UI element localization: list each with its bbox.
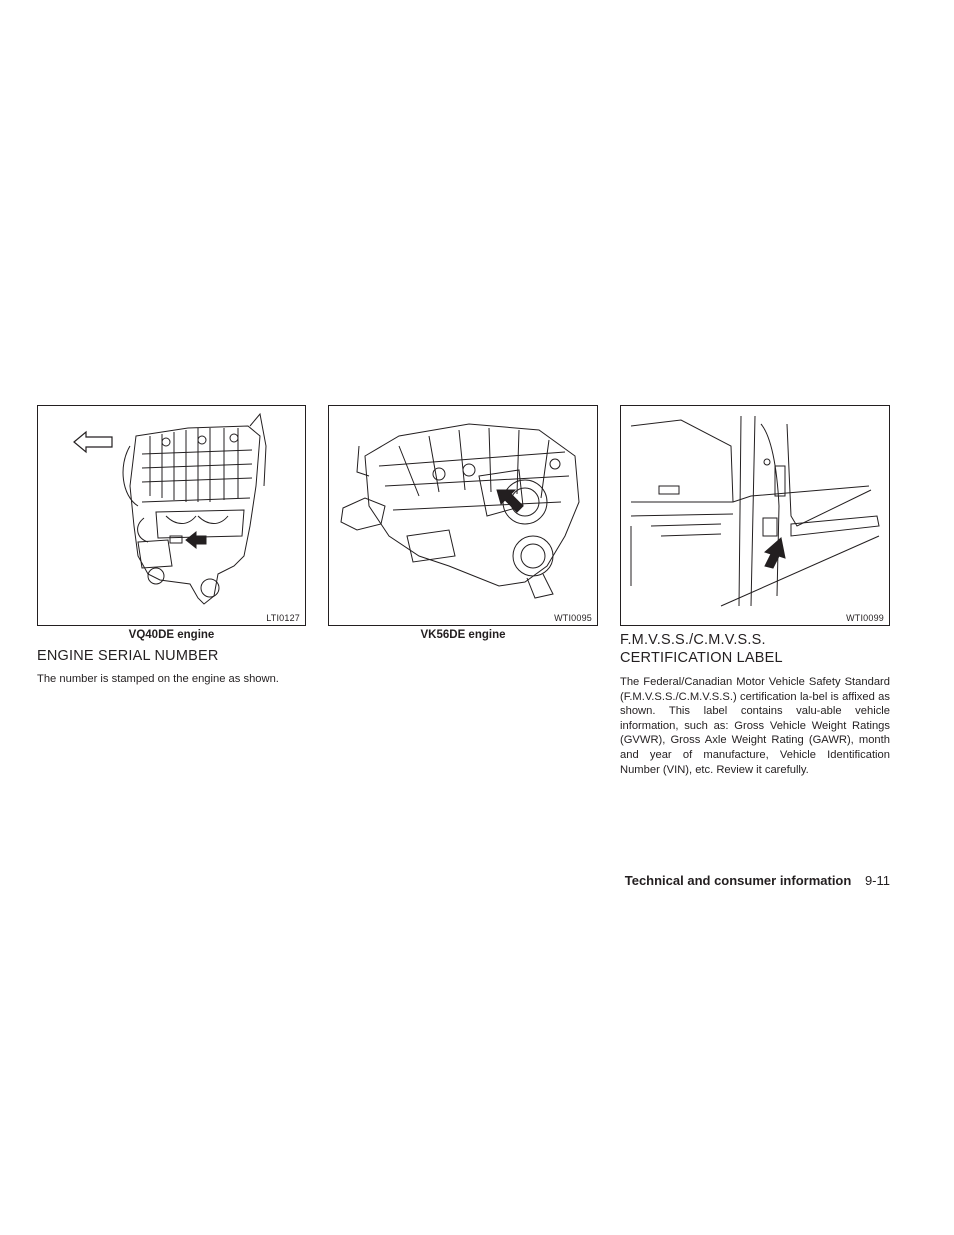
location-arrow-icon <box>186 532 206 548</box>
figure-certification-label-location <box>620 405 890 626</box>
figure-caption-vk56de: VK56DE engine <box>420 629 506 641</box>
vk56de-engine-illustration <box>329 406 597 625</box>
figure-caption-vq40de: VQ40DE engine <box>128 629 215 641</box>
certification-heading-line2: CERTIFICATION LABEL <box>620 650 783 666</box>
figure-code: WTI0095 <box>554 613 592 623</box>
location-arrow-icon <box>497 490 523 512</box>
engine-serial-number-heading: ENGINE SERIAL NUMBER <box>37 648 219 664</box>
figure-vq40de-engine <box>37 405 306 626</box>
page-footer <box>625 873 890 888</box>
location-arrow-icon <box>765 538 785 568</box>
figure-vk56de-engine <box>328 405 598 626</box>
door-jamb-illustration <box>621 406 889 625</box>
certification-label-heading <box>620 631 890 667</box>
figure-code: LTI0127 <box>266 613 300 623</box>
certification-heading-line1: F.M.V.S.S./C.M.V.S.S. <box>620 632 766 648</box>
page-number: 9-11 <box>864 873 890 888</box>
footer-section-title: Technical and consumer information <box>624 873 852 888</box>
engine-serial-number-text: The number is stamped on the engine as shown. <box>37 673 279 685</box>
certification-label-text: The Federal/Canadian Motor Vehicle Safety Standard (F.M.V.S.S./C.M.V.S.S.) certification la-bel is affixed as shown. This label contains valu-able vehicle information, such as: Gross Vehicle Weight Ratings (GVWR), Gross Axle Weight Rating (GAWR), month and year of manufacture, Vehicle Identification Number (VIN), etc. Review it carefully. <box>620 676 890 776</box>
figure-code: WTI0099 <box>846 613 884 623</box>
vq40de-engine-illustration <box>38 406 305 625</box>
front-direction-arrow-icon <box>74 432 112 452</box>
